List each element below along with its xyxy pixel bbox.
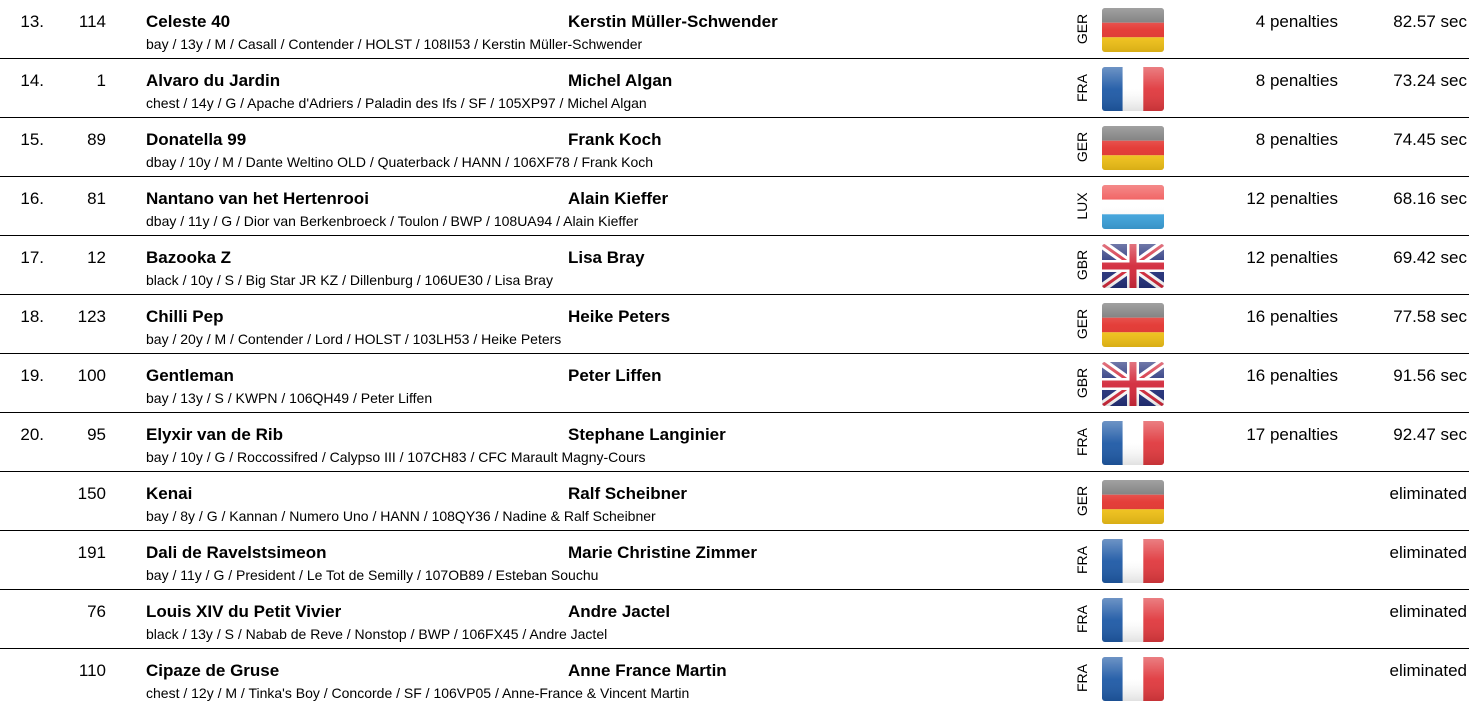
germany-flag-icon [1102, 126, 1164, 170]
nation-code: GER [1074, 485, 1090, 517]
rank: 13. [20, 12, 44, 31]
rank: 18. [20, 307, 44, 326]
rider-name: Michel Algan [568, 71, 673, 90]
start-number: 1 [96, 71, 106, 90]
time: 92.47 sec [1393, 425, 1467, 444]
result-row [0, 649, 1469, 708]
luxembourg-flag-icon [1102, 185, 1164, 229]
penalties: 8 penalties [1255, 130, 1338, 149]
rider-name: Marie Christine Zimmer [568, 543, 757, 562]
horse-details: bay / 11y / G / President / Le Tot de Semilly / 107OB89 / Esteban Souchu [146, 567, 599, 583]
horse-name: Elyxir van de Rib [146, 425, 283, 444]
result-row [0, 590, 1469, 649]
time: 82.57 sec [1393, 12, 1467, 31]
horse-details: bay / 10y / G / Roccossifred / Calypso III / 107CH83 / CFC Marault Magny-Cours [146, 449, 646, 465]
rank: 15. [20, 130, 44, 149]
start-number: 150 [77, 484, 106, 503]
nation-code: FRA [1074, 605, 1090, 633]
horse-name: Kenai [146, 484, 193, 503]
rank: 16. [20, 189, 44, 208]
rider-name: Stephane Langinier [568, 425, 726, 444]
time: 74.45 sec [1393, 130, 1467, 149]
penalties: 17 penalties [1246, 425, 1338, 444]
france-flag-icon [1102, 421, 1164, 465]
germany-flag-icon [1102, 303, 1164, 347]
time: 69.42 sec [1393, 248, 1467, 267]
horse-details: bay / 13y / S / KWPN / 106QH49 / Peter Liffen [146, 390, 433, 406]
start-number: 114 [78, 12, 106, 31]
nation-code: GBR [1074, 367, 1090, 399]
start-number: 95 [87, 425, 106, 444]
horse-name: Donatella 99 [146, 130, 247, 149]
horse-details: bay / 13y / M / Casall / Contender / HOLST / 108II53 / Kerstin Müller-Schwender [146, 36, 643, 52]
france-flag-icon [1102, 67, 1164, 111]
time: 77.58 sec [1393, 307, 1467, 326]
time: 91.56 sec [1393, 366, 1467, 385]
rank: 17. [20, 248, 44, 267]
rider-name: Frank Koch [568, 130, 662, 149]
horse-name: Louis XIV du Petit Vivier [146, 602, 342, 621]
horse-name: Celeste 40 [146, 12, 231, 31]
nation-code: GER [1074, 13, 1090, 45]
horse-name: Alvaro du Jardin [146, 71, 281, 90]
horse-details: dbay / 11y / G / Dior van Berkenbroeck / Toulon / BWP / 108UA94 / Alain Kieffer [146, 213, 639, 229]
penalties: 12 penalties [1246, 248, 1338, 267]
rider-name: Alain Kieffer [568, 189, 669, 208]
rank: 20. [20, 425, 44, 444]
nation-code: FRA [1074, 546, 1090, 574]
rider-name: Heike Peters [568, 307, 671, 326]
nation-code: LUX [1074, 192, 1090, 220]
nation-code: GBR [1074, 249, 1090, 281]
start-number: 76 [87, 602, 106, 621]
result-row [0, 236, 1469, 295]
united-kingdom-flag-icon [1102, 244, 1164, 288]
horse-name: Cipaze de Gruse [146, 661, 280, 680]
rider-name: Kerstin Müller-Schwender [568, 12, 778, 31]
result-row [0, 413, 1469, 472]
penalties: 16 penalties [1246, 307, 1338, 326]
france-flag-icon [1102, 598, 1164, 642]
start-number: 100 [77, 366, 106, 385]
result-row [0, 354, 1469, 413]
time: 73.24 sec [1393, 71, 1467, 90]
status: eliminated [1389, 602, 1467, 621]
result-row [0, 118, 1469, 177]
rank: 14. [20, 71, 44, 90]
horse-name: Chilli Pep [146, 307, 224, 326]
horse-details: bay / 8y / G / Kannan / Numero Uno / HANN / 108QY36 / Nadine & Ralf Scheibner [146, 508, 656, 524]
result-row [0, 59, 1469, 118]
rider-name: Andre Jactel [568, 602, 671, 621]
rider-name: Lisa Bray [568, 248, 645, 267]
germany-flag-icon [1102, 480, 1164, 524]
horse-details: black / 13y / S / Nabab de Reve / Nonstop / BWP / 106FX45 / Andre Jactel [146, 626, 608, 642]
penalties: 8 penalties [1255, 71, 1338, 90]
horse-name: Dali de Ravelstsimeon [146, 543, 327, 562]
result-row [0, 472, 1469, 531]
horse-name: Nantano van het Hertenrooi [146, 189, 369, 208]
france-flag-icon [1102, 539, 1164, 583]
result-row [0, 0, 1469, 59]
start-number: 191 [77, 543, 106, 562]
rider-name: Ralf Scheibner [568, 484, 688, 503]
horse-details: bay / 20y / M / Contender / Lord / HOLST / 103LH53 / Heike Peters [146, 331, 562, 347]
time: 68.16 sec [1393, 189, 1467, 208]
united-kingdom-flag-icon [1102, 362, 1164, 406]
result-row [0, 531, 1469, 590]
penalties: 16 penalties [1246, 366, 1338, 385]
status: eliminated [1389, 484, 1467, 503]
result-row [0, 295, 1469, 354]
germany-flag-icon [1102, 8, 1164, 52]
horse-details: chest / 12y / M / Tinka's Boy / Concorde / SF / 106VP05 / Anne-France & Vincent Martin [146, 685, 690, 701]
horse-details: chest / 14y / G / Apache d'Adriers / Paladin des Ifs / SF / 105XP97 / Michel Algan [146, 95, 647, 111]
start-number: 89 [87, 130, 106, 149]
rider-name: Peter Liffen [568, 366, 662, 385]
penalties: 4 penalties [1255, 12, 1338, 31]
rider-name: Anne France Martin [568, 661, 727, 680]
france-flag-icon [1102, 657, 1164, 701]
start-number: 81 [87, 189, 106, 208]
penalties: 12 penalties [1246, 189, 1338, 208]
horse-name: Gentleman [146, 366, 234, 385]
horse-name: Bazooka Z [146, 248, 232, 267]
nation-code: FRA [1074, 74, 1090, 102]
horse-details: dbay / 10y / M / Dante Weltino OLD / Quaterback / HANN / 106XF78 / Frank Koch [146, 154, 654, 170]
start-number: 123 [77, 307, 106, 326]
start-number: 12 [87, 248, 106, 267]
rank: 19. [20, 366, 44, 385]
result-row [0, 177, 1469, 236]
nation-code: FRA [1074, 428, 1090, 456]
nation-code: FRA [1074, 664, 1090, 692]
status: eliminated [1389, 543, 1467, 562]
nation-code: GER [1074, 308, 1090, 340]
nation-code: GER [1074, 131, 1090, 163]
horse-details: black / 10y / S / Big Star JR KZ / Dillenburg / 106UE30 / Lisa Bray [146, 272, 553, 288]
status: eliminated [1389, 661, 1467, 680]
start-number: 110 [78, 661, 106, 680]
